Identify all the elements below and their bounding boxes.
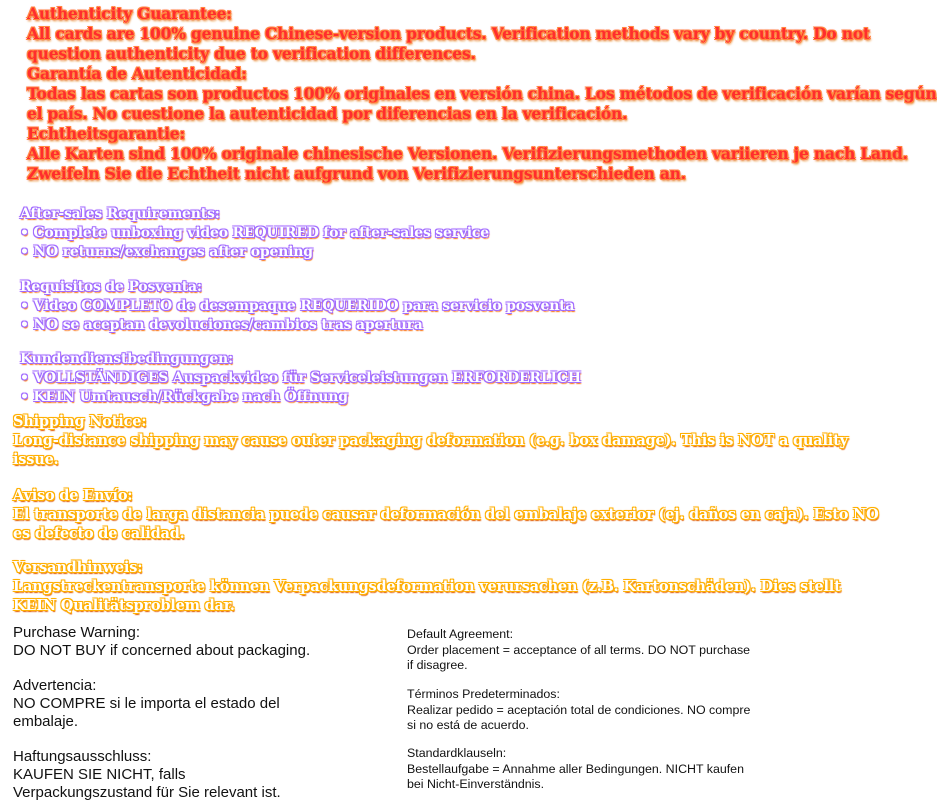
after-sales-en-bullet: • NO returns/exchanges after opening (20, 244, 313, 260)
authenticity-en-title: Authenticity Guarantee: (27, 4, 232, 23)
shipping-es-title: Aviso de Envío: (13, 487, 133, 504)
authenticity-en (27, 4, 232, 24)
after-sales-es-title: Requisitos de Posventa: (20, 279, 202, 295)
after-sales-en-bullet: • Complete unboxing video REQUIRED for after-sales service (20, 225, 489, 241)
authenticity-en-body (27, 24, 870, 64)
shipping-de-line: KEIN Qualitätsproblem dar. (13, 597, 235, 614)
after-sales-es-bullet: • NO se aceptan devoluciones/cambios tras apertura (20, 317, 423, 333)
authenticity-de-line: Zweifeln Sie die Echtheit nicht aufgrund von Verifizierungsunterschieden an. (27, 164, 686, 183)
after-sales-es-bullet: • Video COMPLETO de desempaque REQUERIDO para servicio posventa (20, 298, 575, 314)
purchase-warning-es-line: NO COMPRE si le importa el estado del (13, 695, 280, 712)
after-sales-de-bullet: • KEIN Umtausch/Rückgabe nach Öffnung (20, 389, 348, 405)
purchase-warning-de-line: KAUFEN SIE NICHT, falls (13, 766, 186, 783)
authenticity-es-title: Garantía de Autenticidad: (27, 64, 247, 83)
default-agreement-en-title: Default Agreement: (407, 627, 514, 641)
default-agreement-es-line: si no está de acuerdo. (407, 718, 529, 732)
default-agreement-en-line: if disagree. (407, 658, 468, 672)
after-sales-de-title: Kundendienstbedingungen: (20, 351, 234, 367)
shipping-en-title: Shipping Notice: (13, 413, 147, 430)
shipping-de (13, 558, 841, 615)
purchase-warning-en-line: DO NOT BUY if concerned about packaging. (13, 642, 311, 659)
shipping-de-line: Langstreckentransporte können Verpackungsdeformation verursachen (z.B. Kartonschäden). Dies stellt (13, 578, 841, 595)
purchase-warning-es (13, 677, 280, 731)
after-sales-en-title: After-sales Requirements: (20, 206, 220, 222)
authenticity-es-line: el país. No cuestione la autenticidad por diferencias en la verificación. (27, 104, 628, 123)
authenticity-en-line: question authenticity due to verification differences. (27, 44, 476, 63)
shipping-es-line: es defecto de calidad. (13, 525, 185, 542)
default-agreement-en (407, 627, 750, 674)
default-agreement-en-line: Order placement = acceptance of all terms. DO NOT purchase (407, 642, 751, 657)
shipping-en (13, 412, 848, 469)
authenticity-en-line: All cards are 100% genuine Chinese-version products. Verification methods vary by country. Do not (27, 24, 870, 43)
authenticity-es-line: Todas las cartas son productos 100% originales en versión china. Los métodos de verificación varían según (27, 84, 937, 103)
after-sales-de (20, 350, 581, 407)
purchase-warning-es-title: Advertencia: (13, 677, 97, 694)
authenticity-de-line: Alle Karten sind 100% originale chinesische Versionen. Verifizierungsmethoden variieren je nach Land. (27, 144, 908, 163)
after-sales-es (20, 278, 574, 335)
authenticity-es (27, 64, 937, 124)
purchase-warning-es-line: embalaje. (13, 713, 79, 730)
purchase-warning-de-line: Verpackungszustand für Sie relevant ist. (13, 784, 281, 801)
default-agreement-de (407, 746, 744, 793)
authenticity-de-title: Echtheitsgarantie: (27, 124, 185, 143)
default-agreement-es (407, 687, 750, 734)
purchase-warning-en (13, 624, 310, 660)
default-agreement-de-line: Bestellaufgabe = Annahme aller Bedingungen. NICHT kaufen (407, 761, 744, 776)
default-agreement-es-line: Realizar pedido = aceptación total de condiciones. NO compre (407, 702, 751, 717)
shipping-es (13, 486, 879, 543)
default-agreement-de-title: Standardklauseln: (407, 746, 507, 760)
shipping-de-title: Versandhinweis: (13, 559, 143, 576)
after-sales-en (20, 205, 489, 262)
default-agreement-es-title: Términos Predeterminados: (407, 687, 560, 701)
shipping-en-line: Long-distance shipping may cause outer packaging deformation (e.g. box damage). This is NOT a quality (13, 432, 848, 449)
purchase-warning-en-title: Purchase Warning: (13, 624, 141, 641)
default-agreement-de-line: bei Nicht-Einverständnis. (407, 777, 545, 791)
purchase-warning-de-title: Haftungsausschluss: (13, 748, 152, 765)
shipping-en-line: issue. (13, 451, 59, 468)
shipping-es-line: El transporte de larga distancia puede causar deformación del embalaje exterior (ej. daños en caja). Esto NO (13, 506, 879, 523)
after-sales-de-bullet: • VOLLSTÄNDIGES Auspackvideo für Serviceleistungen ERFORDERLICH (20, 370, 581, 386)
authenticity-de (27, 124, 908, 184)
purchase-warning-de (13, 748, 281, 802)
